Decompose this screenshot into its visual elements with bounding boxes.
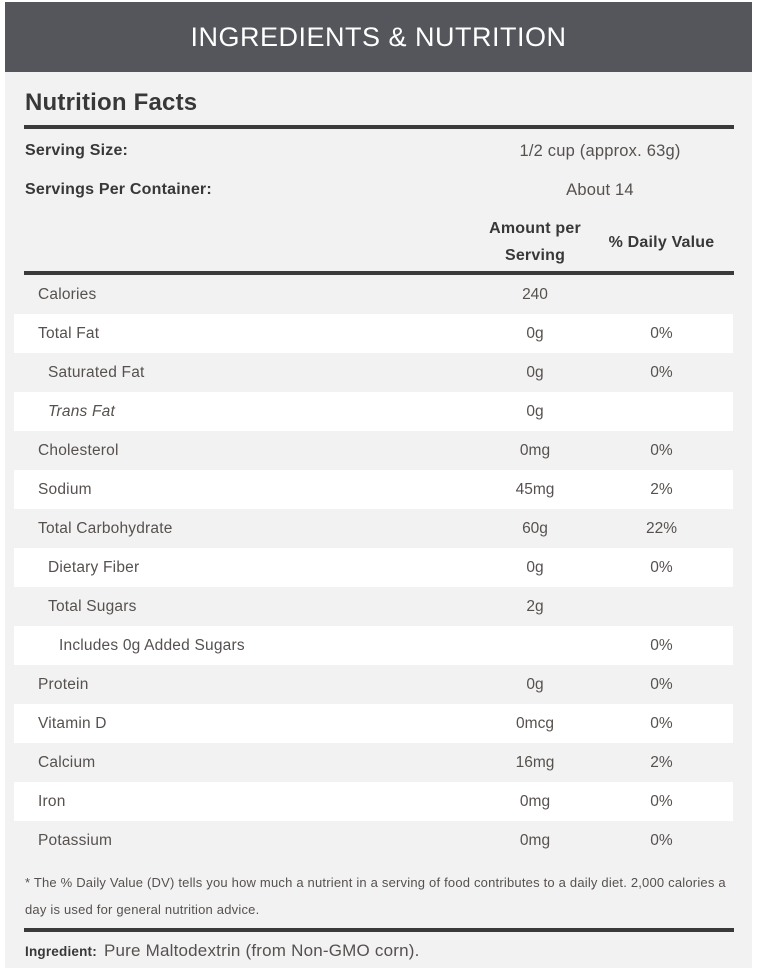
ingredient-label: Ingredient:	[25, 944, 97, 959]
table-row	[14, 470, 733, 509]
table-row	[14, 431, 733, 470]
nutrient-label: Iron	[38, 792, 66, 810]
daily-value: 0%	[650, 558, 673, 576]
ingredient-line	[25, 941, 733, 961]
table-row	[14, 665, 733, 704]
nutrient-label: Vitamin D	[38, 714, 107, 732]
daily-value: 0%	[650, 324, 673, 342]
table-row	[14, 353, 733, 392]
daily-value: 22%	[645, 519, 678, 537]
daily-value: 0%	[650, 831, 673, 849]
amount-value: 45mg	[515, 480, 555, 498]
amount-value: 0mg	[519, 831, 551, 849]
daily-value: 0%	[650, 792, 673, 810]
amount-value: 0mg	[519, 792, 551, 810]
ingredient-value: Pure Maltodextrin (from Non-GMO corn).	[103, 941, 420, 960]
amount-header-line1: Amount per	[489, 220, 581, 237]
daily-value: 0%	[650, 714, 673, 732]
daily-value: 2%	[650, 753, 673, 771]
table-row	[14, 314, 733, 353]
table-row	[14, 704, 733, 743]
servings-per-container-value: About 14	[566, 180, 634, 199]
table-row	[14, 626, 733, 665]
table-row	[14, 782, 733, 821]
daily-value: 0%	[650, 675, 673, 693]
nutrient-label: Trans Fat	[48, 402, 115, 420]
table-row	[14, 509, 733, 548]
table-row	[14, 392, 733, 431]
nutrition-table	[5, 275, 752, 860]
section-header	[5, 2, 752, 72]
amount-value: 0mg	[519, 441, 551, 459]
amount-value: 0g	[526, 402, 544, 420]
serving-size-value: 1/2 cup (approx. 63g)	[519, 141, 681, 160]
nutrient-label: Includes 0g Added Sugars	[59, 636, 245, 654]
servings-per-container-row	[5, 175, 752, 205]
nutrient-label: Sodium	[38, 480, 92, 498]
daily-value: 0%	[650, 363, 673, 381]
daily-value: 0%	[650, 636, 673, 654]
amount-value: 60g	[522, 519, 548, 537]
amount-value: 0g	[526, 363, 544, 381]
nutrition-facts-title: Nutrition Facts	[25, 89, 198, 116]
table-row	[14, 548, 733, 587]
nutrient-label: Protein	[38, 675, 89, 693]
nutrient-label: Saturated Fat	[48, 363, 145, 381]
amount-value: 0g	[526, 324, 544, 342]
amount-value: 0mcg	[516, 714, 554, 732]
nutrient-label: Cholesterol	[38, 441, 119, 459]
nutrient-label: Calories	[38, 285, 97, 303]
amount-value: 2g	[526, 597, 544, 615]
table-row	[14, 275, 733, 314]
daily-value: 2%	[650, 480, 673, 498]
nutrient-label: Potassium	[38, 831, 113, 849]
amount-per-serving-header	[480, 215, 590, 269]
table-row	[14, 821, 733, 860]
daily-value: 0%	[650, 441, 673, 459]
nutrient-label: Total Fat	[38, 324, 100, 342]
amount-value: 240	[522, 285, 548, 303]
daily-value-header: % Daily Value	[608, 233, 715, 251]
daily-value-footnote: * The % Daily Value (DV) tells you how much a nutrient in a serving of food contributes to a daily diet. 2,000 calories a day is used for general nutrition advice.	[25, 875, 726, 917]
amount-value: 0g	[526, 558, 544, 576]
divider-bottom	[24, 928, 734, 932]
nutrient-label: Total Carbohydrate	[38, 519, 173, 537]
amount-value: 16mg	[515, 753, 555, 771]
ingredients-nutrition-panel	[5, 2, 752, 968]
table-column-headers	[14, 213, 733, 271]
serving-size-label: Serving Size:	[25, 142, 129, 159]
nutrient-label: Calcium	[38, 753, 96, 771]
nutrient-label: Dietary Fiber	[48, 558, 140, 576]
table-row	[14, 587, 733, 626]
divider-top	[24, 125, 734, 129]
servings-per-container-label: Servings Per Container:	[25, 181, 212, 198]
section-title: INGREDIENTS & NUTRITION	[190, 21, 567, 52]
table-row	[14, 743, 733, 782]
amount-header-line2: Serving	[504, 247, 566, 264]
nutrient-label: Total Sugars	[48, 597, 137, 615]
amount-value: 0g	[526, 675, 544, 693]
serving-size-row	[5, 136, 752, 166]
